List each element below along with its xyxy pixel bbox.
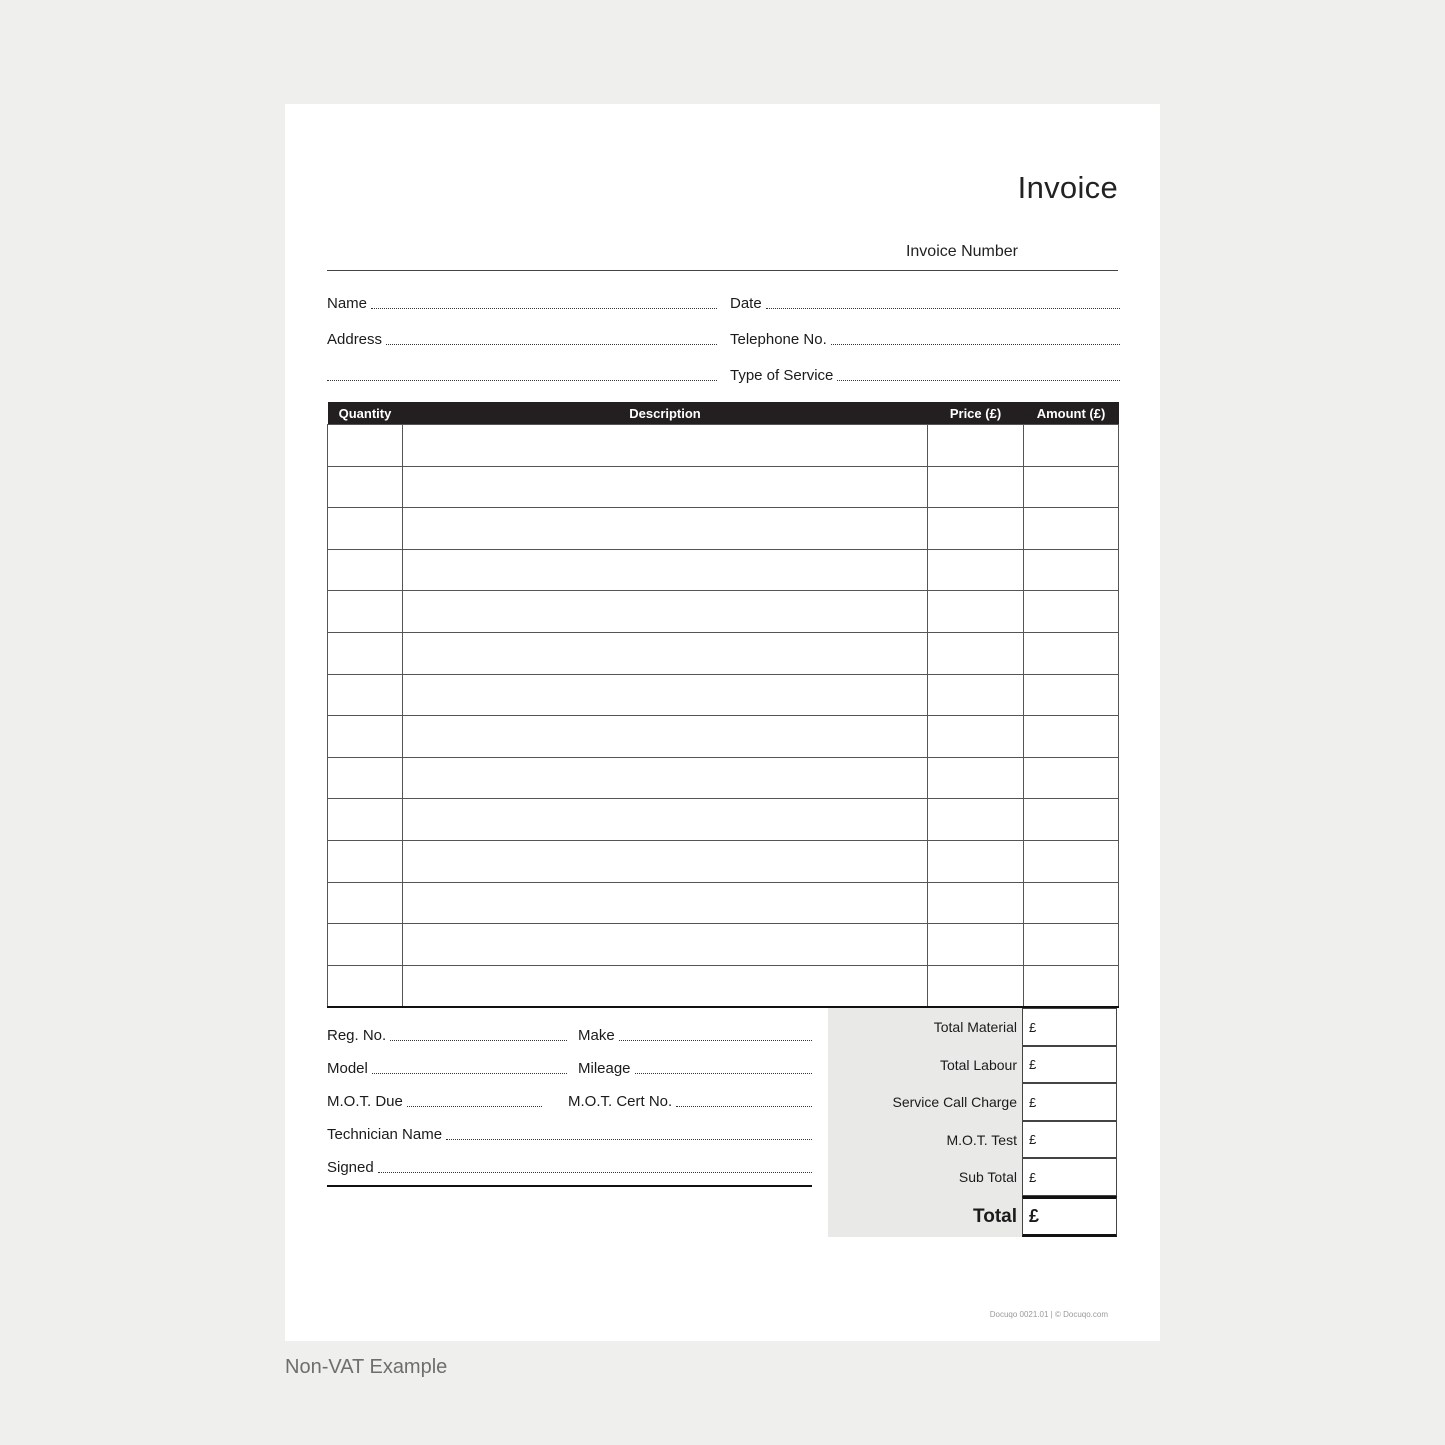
quantity-cell[interactable] [328, 716, 403, 758]
model-line[interactable] [372, 1072, 567, 1074]
quantity-header: Quantity [328, 402, 403, 425]
table-row [328, 757, 1119, 799]
table-row [328, 799, 1119, 841]
table-row [328, 924, 1119, 966]
total-labour-value[interactable]: £ [1022, 1046, 1117, 1083]
reg-no-line[interactable] [390, 1039, 567, 1041]
price-cell[interactable] [928, 591, 1024, 633]
make-label: Make [578, 1027, 615, 1044]
price-cell[interactable] [928, 924, 1024, 966]
address-label: Address [327, 331, 383, 348]
table-row [328, 632, 1119, 674]
table-row [328, 716, 1119, 758]
description-cell[interactable] [403, 799, 928, 841]
model-field[interactable] [327, 1057, 567, 1077]
caption: Non-VAT Example [285, 1356, 448, 1378]
price-cell[interactable] [928, 425, 1024, 467]
mot-due-line[interactable] [407, 1105, 542, 1107]
reg-no-field[interactable] [327, 1024, 567, 1044]
amount-cell[interactable] [1024, 924, 1119, 966]
table-row [328, 466, 1119, 508]
price-cell[interactable] [928, 716, 1024, 758]
total-labour-row [828, 1046, 1118, 1083]
make-line[interactable] [619, 1039, 812, 1041]
table-row [328, 840, 1119, 882]
signed-line[interactable] [378, 1171, 812, 1173]
mot-test-row [828, 1121, 1118, 1158]
items-table [327, 402, 1119, 1008]
description-cell[interactable] [403, 425, 928, 467]
invoice-sheet [285, 104, 1160, 1341]
quantity-cell[interactable] [328, 508, 403, 550]
table-row [328, 591, 1119, 633]
quantity-cell[interactable] [328, 466, 403, 508]
mileage-line[interactable] [635, 1072, 812, 1074]
description-cell[interactable] [403, 882, 928, 924]
sub-total-row [828, 1158, 1118, 1196]
quantity-cell[interactable] [328, 799, 403, 841]
address-line[interactable] [386, 343, 717, 345]
items-header-row [328, 402, 1119, 425]
service-call-charge-value[interactable]: £ [1022, 1083, 1117, 1121]
amount-cell[interactable] [1024, 882, 1119, 924]
description-cell[interactable] [403, 965, 928, 1007]
sub-total-label: Sub Total [958, 1169, 1017, 1185]
table-row [328, 508, 1119, 550]
description-cell[interactable] [403, 674, 928, 716]
quantity-cell[interactable] [328, 591, 403, 633]
telephone-label: Telephone No. [730, 331, 827, 348]
price-cell[interactable] [928, 840, 1024, 882]
amount-cell[interactable] [1024, 591, 1119, 633]
name-label: Name [327, 295, 368, 312]
price-header: Price (£) [928, 402, 1024, 425]
service-call-charge-label: Service Call Charge [892, 1094, 1017, 1110]
quantity-cell[interactable] [328, 632, 403, 674]
amount-cell[interactable] [1024, 799, 1119, 841]
quantity-cell[interactable] [328, 757, 403, 799]
items-body [328, 425, 1119, 1008]
mileage-field[interactable] [578, 1057, 812, 1077]
total-labour-label: Total Labour [939, 1056, 1017, 1073]
telephone-field[interactable] [730, 328, 1120, 348]
description-cell[interactable] [403, 716, 928, 758]
amount-cell[interactable] [1024, 674, 1119, 716]
price-cell[interactable] [928, 757, 1024, 799]
name-field[interactable] [327, 292, 717, 312]
technician-name-line[interactable] [446, 1138, 812, 1140]
description-cell[interactable] [403, 632, 928, 674]
header-divider [327, 270, 1118, 271]
total-row [828, 1196, 1118, 1237]
description-cell[interactable] [403, 508, 928, 550]
price-cell[interactable] [928, 799, 1024, 841]
model-label: Model [327, 1060, 368, 1077]
type-of-service-field[interactable] [730, 364, 1120, 384]
telephone-line[interactable] [831, 343, 1120, 345]
quantity-cell[interactable] [328, 882, 403, 924]
footer-credit: Docuqo 0021.01 | © Docuqo.com [989, 1310, 1108, 1319]
type-of-service-line[interactable] [837, 379, 1120, 381]
table-row [328, 674, 1119, 716]
type-of-service-label: Type of Service [730, 367, 834, 384]
amount-cell[interactable] [1024, 425, 1119, 467]
mot-cert-no-field[interactable] [568, 1090, 812, 1110]
price-cell[interactable] [928, 632, 1024, 674]
amount-cell[interactable] [1024, 549, 1119, 591]
price-cell[interactable] [928, 549, 1024, 591]
name-line[interactable] [371, 307, 717, 309]
technician-name-field[interactable] [327, 1123, 812, 1143]
total-material-row [828, 1008, 1118, 1046]
amount-cell[interactable] [1024, 716, 1119, 758]
date-line[interactable] [766, 307, 1120, 309]
amount-cell[interactable] [1024, 632, 1119, 674]
description-cell[interactable] [403, 591, 928, 633]
reg-no-label: Reg. No. [327, 1027, 387, 1044]
quantity-cell[interactable] [328, 549, 403, 591]
quantity-cell[interactable] [328, 924, 403, 966]
date-field[interactable] [730, 292, 1120, 312]
description-cell[interactable] [403, 924, 928, 966]
invoice-title: Invoice [1017, 170, 1118, 205]
total-material-value[interactable]: £ [1022, 1008, 1117, 1046]
service-call-charge-row [828, 1083, 1118, 1121]
price-cell[interactable] [928, 965, 1024, 1007]
description-cell[interactable] [403, 466, 928, 508]
mot-due-label: M.O.T. Due [327, 1093, 403, 1110]
table-row [328, 549, 1119, 591]
signature-rule [327, 1185, 812, 1187]
table-row [328, 965, 1119, 1007]
amount-cell[interactable] [1024, 466, 1119, 508]
address-field[interactable] [327, 328, 717, 348]
description-cell[interactable] [403, 549, 928, 591]
signed-field[interactable] [327, 1156, 812, 1176]
price-cell[interactable] [928, 466, 1024, 508]
description-cell[interactable] [403, 840, 928, 882]
date-label: Date [730, 295, 762, 312]
total-label: Total [973, 1205, 1017, 1227]
amount-cell[interactable] [1024, 757, 1119, 799]
amount-cell[interactable] [1024, 840, 1119, 882]
table-row [328, 882, 1119, 924]
description-cell[interactable] [403, 757, 928, 799]
table-row [328, 425, 1119, 467]
mileage-label: Mileage [578, 1060, 631, 1077]
amount-header: Amount (£) [1024, 402, 1119, 425]
price-cell[interactable] [928, 882, 1024, 924]
signed-label: Signed [327, 1159, 374, 1176]
quantity-cell[interactable] [328, 674, 403, 716]
quantity-cell[interactable] [328, 425, 403, 467]
make-field[interactable] [578, 1024, 812, 1044]
price-cell[interactable] [928, 508, 1024, 550]
price-cell[interactable] [928, 674, 1024, 716]
mot-cert-no-label: M.O.T. Cert No. [568, 1093, 673, 1110]
total-value[interactable]: £ [1022, 1196, 1117, 1237]
mot-due-field[interactable] [327, 1090, 542, 1110]
total-material-label: Total Material [933, 1019, 1017, 1035]
description-header: Description [403, 402, 928, 425]
technician-name-label: Technician Name [327, 1126, 443, 1143]
amount-cell[interactable] [1024, 508, 1119, 550]
amount-cell[interactable] [1024, 965, 1119, 1007]
quantity-cell[interactable] [328, 840, 403, 882]
quantity-cell[interactable] [328, 965, 403, 1007]
mot-test-value[interactable]: £ [1022, 1121, 1117, 1158]
mot-cert-no-line[interactable] [676, 1105, 812, 1107]
address-line-2[interactable] [327, 379, 717, 381]
mot-test-label: M.O.T. Test [946, 1131, 1017, 1148]
invoice-number-label: Invoice Number [905, 243, 1018, 260]
sub-total-value[interactable]: £ [1022, 1158, 1117, 1196]
address-line-2-field[interactable] [327, 364, 717, 384]
